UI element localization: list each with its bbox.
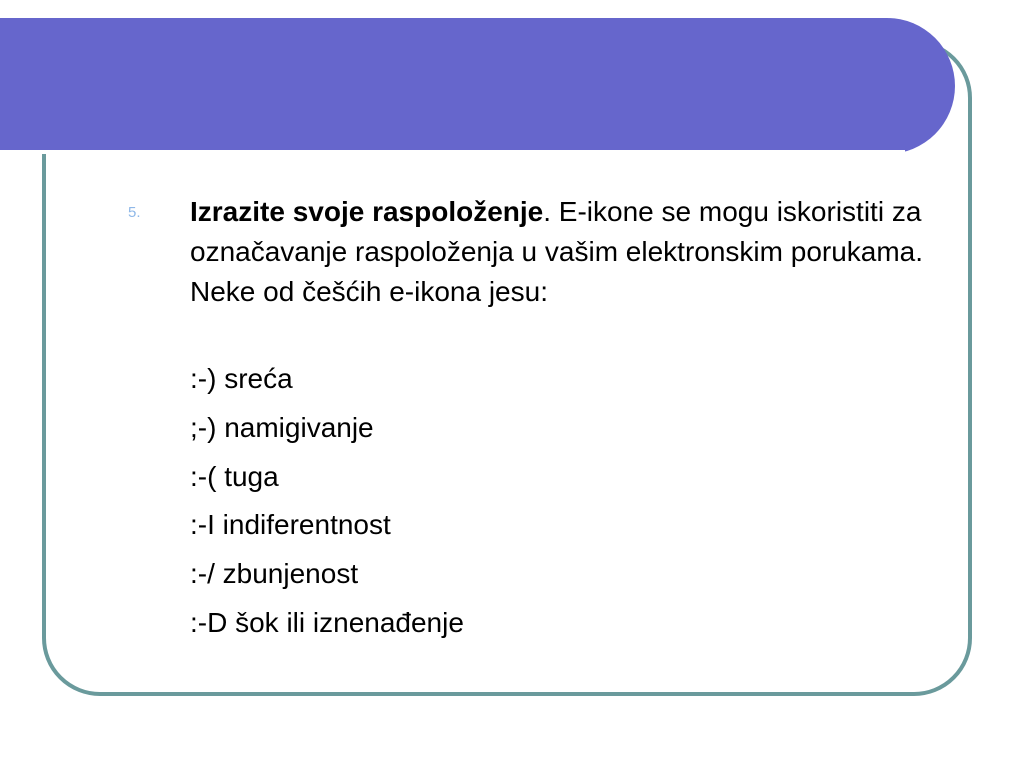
- emoticon-item: :-/ zbunjenost: [190, 558, 359, 589]
- paragraph-body: . E-ikone se mogu iskoristiti za označavanje raspoloženja u vašim elektronskim porukama. Neke od češćih e-ikona jesu:: [190, 196, 924, 307]
- paragraph: [190, 192, 930, 312]
- paragraph-heading: Izrazite svoje raspoloženje: [190, 196, 544, 227]
- emoticon-item: :-I indiferentnost: [190, 509, 391, 540]
- emoticon-item: ;-) namigivanje: [190, 412, 374, 443]
- emoticon-item: :-D šok ili iznenađenje: [190, 607, 464, 638]
- emoticon-item: :-) sreća: [190, 363, 293, 394]
- emoticon-item: :-( tuga: [190, 461, 279, 492]
- list-item-number: 5.: [128, 204, 141, 221]
